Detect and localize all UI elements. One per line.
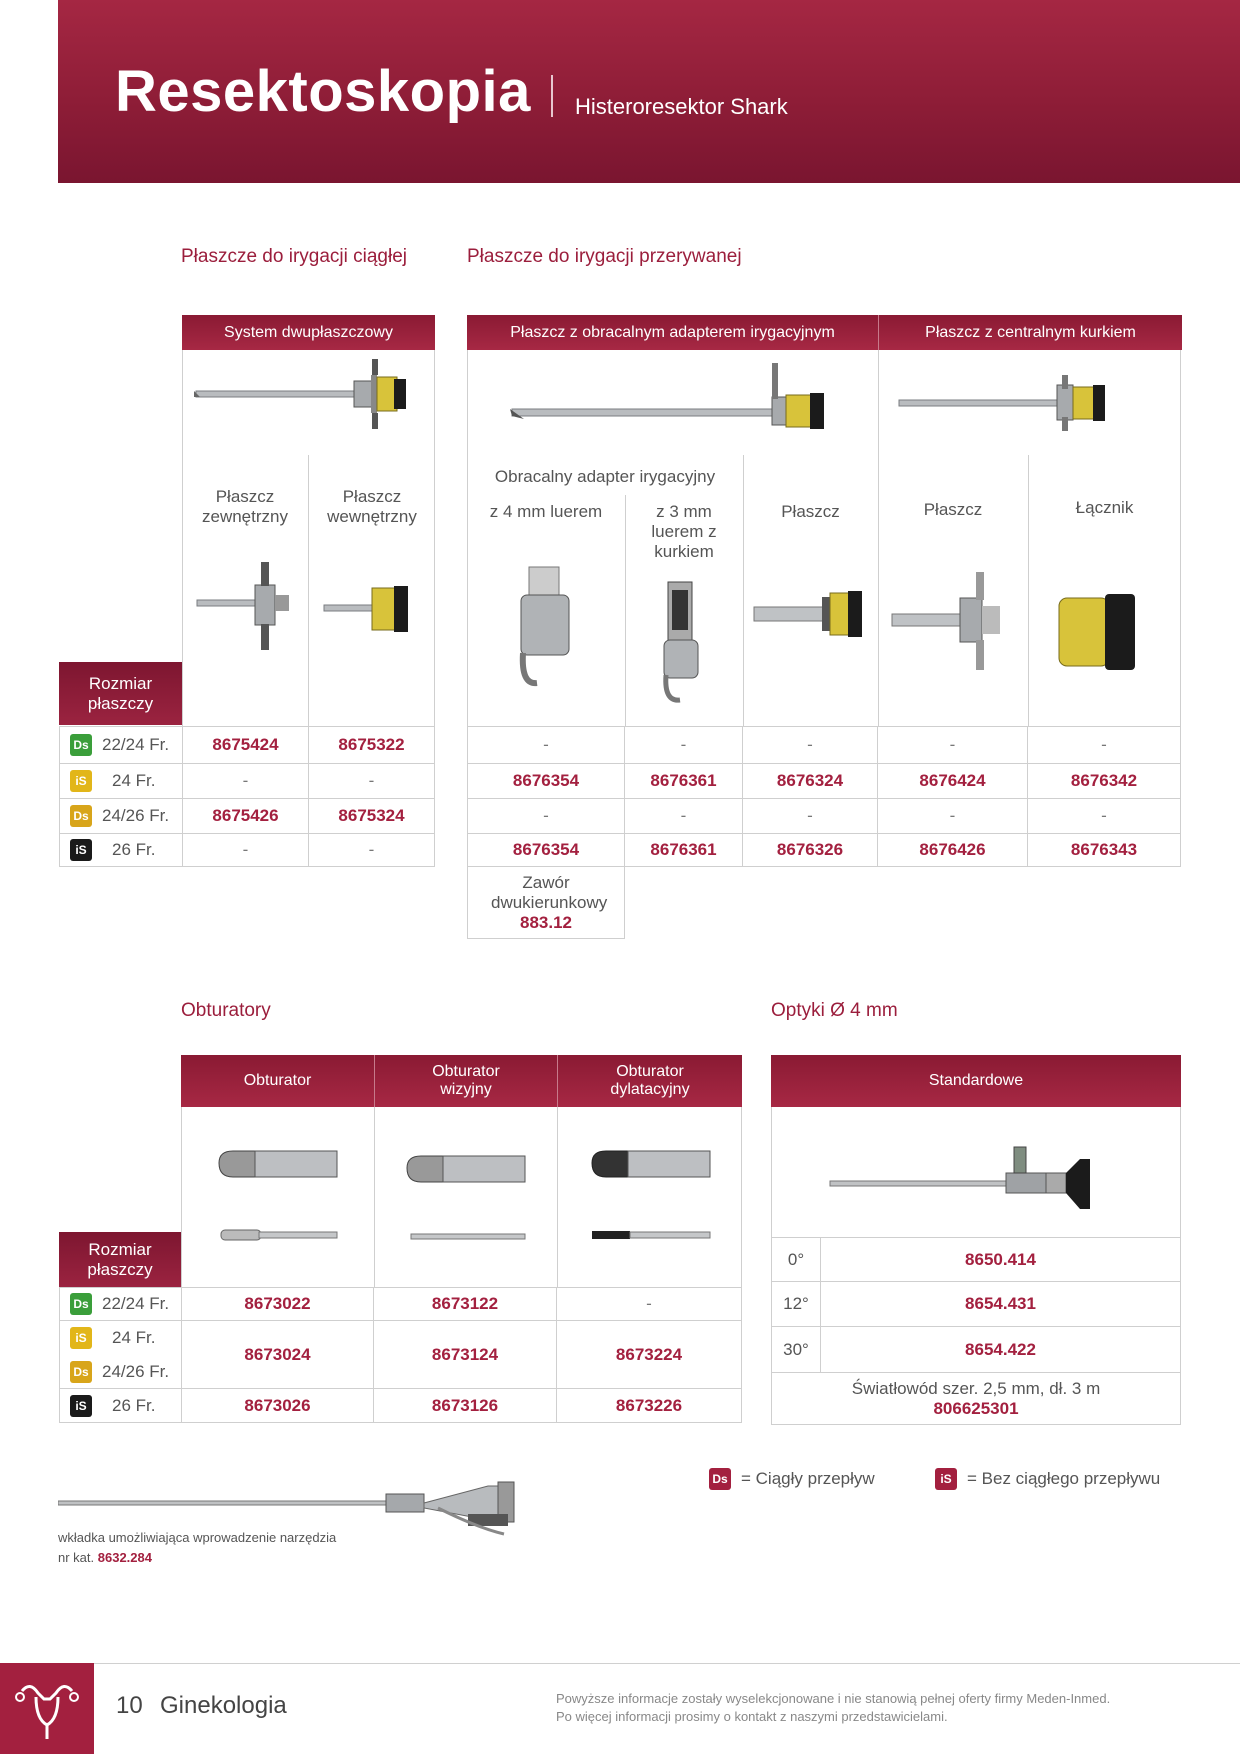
sheath-cell <box>625 764 743 799</box>
sheath-cell <box>878 799 1028 834</box>
col-adapter-group: Obracalny adapter irygacyjny <box>494 467 716 486</box>
sheath-cell <box>625 834 743 867</box>
is-badge: iS <box>935 1468 957 1490</box>
size-row-4 <box>59 834 182 867</box>
is-badge: iS <box>70 1327 92 1349</box>
size-label: 24 Fr. <box>112 771 156 790</box>
product-code: 8673124 <box>431 1344 499 1364</box>
obt-cell <box>181 1321 374 1389</box>
empty-value: - <box>368 840 375 859</box>
empty-value: - <box>646 1294 652 1313</box>
valve-cell <box>467 867 625 939</box>
size-label: 22/24 Fr. <box>102 1294 170 1313</box>
adapter-4mm-image <box>515 565 575 690</box>
optic-angle: 12° <box>771 1282 821 1327</box>
empty-value: - <box>680 806 687 825</box>
uterus-icon <box>0 1663 94 1754</box>
page-subtitle: Histeroresektor Shark <box>575 94 788 119</box>
footer-note-2: Po więcej informacji prosimy o kontakt z naszymi przedstawicielami. <box>556 1709 948 1724</box>
sheath-cell <box>878 764 1028 799</box>
empty-value: - <box>1101 806 1107 825</box>
sheath-cell <box>1028 799 1181 834</box>
obt-divider-2 <box>557 1107 558 1287</box>
product-code: 8673126 <box>431 1395 499 1415</box>
sheath-cell <box>182 799 309 834</box>
insert-description: wkładka umożliwiająca wprowadzenie narzędzia <box>58 1530 337 1545</box>
size-label: 24 Fr. <box>112 1328 156 1347</box>
ds-badge: Ds <box>70 734 92 756</box>
obt-divider-1 <box>374 1107 375 1287</box>
sheath-cell <box>467 799 625 834</box>
footer-category: Ginekologia <box>160 1692 287 1719</box>
legend-ds <box>709 1468 875 1490</box>
header-optics: Standardowe <box>771 1055 1181 1107</box>
ds-badge: Ds <box>70 1293 92 1315</box>
empty-value: - <box>949 806 956 825</box>
header-obturator-vision: Obturator wizyjny <box>374 1055 557 1107</box>
header-rotating: Płaszcz z obracalnym adapterem irygacyjnym <box>467 315 878 350</box>
product-code: 8673026 <box>244 1395 311 1415</box>
col-lacznik: Łącznik <box>1075 498 1134 517</box>
obt-size-row-3 <box>59 1355 181 1389</box>
divider-adapter <box>625 495 626 726</box>
obt-cell <box>181 1287 374 1321</box>
header-system: System dwupłaszczowy <box>182 315 435 350</box>
insert-instrument-image <box>58 1472 523 1537</box>
empty-value: - <box>543 735 549 754</box>
sheath-cell <box>743 834 878 867</box>
obturator-vision-image <box>403 1148 528 1258</box>
product-code: 8673226 <box>615 1395 683 1415</box>
double-sheath-image <box>194 355 409 430</box>
divider-lacznik <box>1028 455 1029 726</box>
insert-code: 8632.284 <box>97 1550 152 1565</box>
section-obturators: Obturatory <box>181 1000 271 1021</box>
sheath-cell <box>1028 764 1181 799</box>
obt-cell <box>557 1389 742 1423</box>
obt-cell <box>557 1287 742 1321</box>
empty-value: - <box>807 735 813 754</box>
insert-prefix: nr kat. <box>58 1550 95 1565</box>
product-code: 8675324 <box>338 806 405 825</box>
product-code: 8675424 <box>212 735 279 754</box>
col-plaszcz-rot: Płaszcz <box>781 502 840 521</box>
title-divider <box>551 75 553 117</box>
col-plaszcz-central: Płaszcz <box>923 500 983 519</box>
product-code: 8676354 <box>512 840 580 859</box>
obt-cell <box>374 1389 557 1423</box>
obt-size-row-1 <box>59 1287 181 1321</box>
product-code: 8676326 <box>776 840 844 859</box>
col-luer-4mm: z 4 mm luerem <box>489 502 603 521</box>
size-label: 26 Fr. <box>112 1395 156 1415</box>
obt-cell <box>374 1321 557 1389</box>
product-code: 8673224 <box>615 1344 683 1364</box>
obt-cell <box>557 1321 742 1389</box>
sheath-cell <box>467 834 625 867</box>
sheath-cell <box>878 834 1028 867</box>
legend-is <box>935 1468 1160 1490</box>
sheath-cell <box>182 834 309 867</box>
sheath-cell <box>625 726 743 764</box>
product-code: 8673022 <box>244 1294 311 1313</box>
light-guide-cell <box>771 1373 1181 1425</box>
legend-ds-text: = Ciągły przepływ <box>741 1469 875 1488</box>
light-guide-code: 806625301 <box>933 1398 1019 1418</box>
legend-is-text: = Bez ciągłego przepływu <box>967 1469 1161 1488</box>
empty-value: - <box>543 806 549 825</box>
optic-code-cell <box>821 1237 1181 1282</box>
empty-value: - <box>368 771 375 790</box>
sheath-cell <box>309 726 435 764</box>
product-code: 8654.422 <box>965 1339 1036 1359</box>
col-inner-sheath: Płaszcz wewnętrzny <box>327 487 417 526</box>
optic-code-cell <box>821 1282 1181 1327</box>
header-central: Płaszcz z centralnym kurkiem <box>878 315 1182 350</box>
obt-size-row-2 <box>59 1321 181 1355</box>
adapter-3mm-image <box>660 580 705 705</box>
optic-angle: 0° <box>771 1237 821 1282</box>
product-code: 8676354 <box>512 771 580 790</box>
central-sheath-image <box>897 355 1122 440</box>
optic-scope-image <box>828 1143 1093 1213</box>
optic-angle: 30° <box>771 1327 821 1373</box>
obt-cell <box>374 1287 557 1321</box>
product-code: 8675426 <box>212 806 279 825</box>
sheath-cell <box>309 799 435 834</box>
sheath-cell <box>182 726 309 764</box>
rotating-plaszcz-image <box>752 585 867 650</box>
sheath-cell <box>878 726 1028 764</box>
ds-badge: Ds <box>70 1361 92 1383</box>
section-continuous: Płaszcze do irygacji ciągłej <box>181 246 407 267</box>
size-label: 24/26 Fr. <box>102 806 170 825</box>
product-code: 8676324 <box>776 771 844 790</box>
sheath-cell <box>467 764 625 799</box>
header-obturator: Obturator <box>181 1055 374 1107</box>
product-code: 8676342 <box>1070 771 1138 790</box>
product-code: 8650.414 <box>965 1249 1036 1269</box>
footer-note-1: Powyższe informacje zostały wyselekcjonowane i nie stanowią pełnej oferty firmy Meden-Inmed. <box>556 1691 1111 1706</box>
sheath-cell <box>743 799 878 834</box>
obturator-image <box>215 1145 340 1255</box>
sheath-cell <box>743 726 878 764</box>
page-number: 10 <box>116 1692 143 1719</box>
empty-value: - <box>1101 735 1107 754</box>
obt-size-row-4 <box>59 1389 181 1423</box>
size-label: 24/26 Fr. <box>102 1361 170 1381</box>
obturator-dilat-image <box>588 1145 713 1255</box>
light-guide-label: Światłowód szer. 2,5 mm, dł. 3 m <box>851 1378 1101 1398</box>
product-code: 8673122 <box>431 1294 499 1313</box>
product-code: 8676361 <box>650 771 717 790</box>
obt-cell <box>181 1389 374 1423</box>
is-badge: iS <box>70 770 92 792</box>
product-code: 8676426 <box>919 840 986 859</box>
outer-sheath-image <box>195 560 295 655</box>
sheath-cell <box>309 834 435 867</box>
product-code: 8673024 <box>244 1344 311 1364</box>
empty-value: - <box>807 806 813 825</box>
is-badge: iS <box>70 839 92 861</box>
ds-badge: Ds <box>709 1468 731 1490</box>
sheath-cell <box>1028 834 1181 867</box>
size-row-2 <box>59 764 182 799</box>
valve-code: 883.12 <box>520 912 572 932</box>
sheath-cell <box>625 799 743 834</box>
insert-catalog <box>58 1550 152 1565</box>
valve-label: Zawór dwukierunkowy <box>491 872 608 912</box>
divider-plaszcz <box>743 455 744 726</box>
empty-value: - <box>680 735 687 754</box>
product-code: 8676424 <box>919 771 986 790</box>
lacznik-image <box>1057 590 1147 675</box>
size-header-obt: Rozmiar płaszczy <box>59 1232 181 1287</box>
product-code: 8676361 <box>650 840 717 859</box>
size-label: 26 Fr. <box>112 840 156 859</box>
empty-value: - <box>242 771 249 790</box>
col-luer-3mm: z 3 mm luerem z kurkiem <box>651 502 717 561</box>
product-code: 8675322 <box>338 735 405 754</box>
page-title: Resektoskopia <box>115 59 531 124</box>
product-code: 8654.431 <box>965 1294 1036 1313</box>
sheath-cell <box>1028 726 1181 764</box>
optic-code-cell <box>821 1327 1181 1373</box>
inner-sheath-image <box>322 580 412 640</box>
divider-central <box>878 350 879 726</box>
product-code: 8676343 <box>1070 840 1138 859</box>
section-optics: Optyki Ø 4 mm <box>771 1000 898 1021</box>
ds-badge: Ds <box>70 805 92 827</box>
size-row-3 <box>59 799 182 834</box>
sheath-cell <box>309 764 435 799</box>
empty-value: - <box>242 840 249 859</box>
rotating-sheath-image <box>510 355 830 435</box>
sheath-cell <box>182 764 309 799</box>
footer-icon-block <box>0 1663 94 1754</box>
section-intermittent: Płaszcze do irygacji przerywanej <box>467 246 742 267</box>
central-plaszcz-image <box>890 570 1005 680</box>
sheath-cell <box>467 726 625 764</box>
header-obturator-dilat: Obturator dylatacyjny <box>557 1055 742 1107</box>
size-header: Rozmiar płaszczy <box>59 662 182 725</box>
empty-value: - <box>949 735 956 754</box>
size-row-1 <box>59 726 182 764</box>
size-label: 22/24 Fr. <box>102 735 170 754</box>
sheath-cell <box>743 764 878 799</box>
is-badge: iS <box>70 1395 92 1417</box>
footer-divider <box>0 1663 1240 1664</box>
col-outer-sheath: Płaszcz zewnętrzny <box>202 487 288 526</box>
